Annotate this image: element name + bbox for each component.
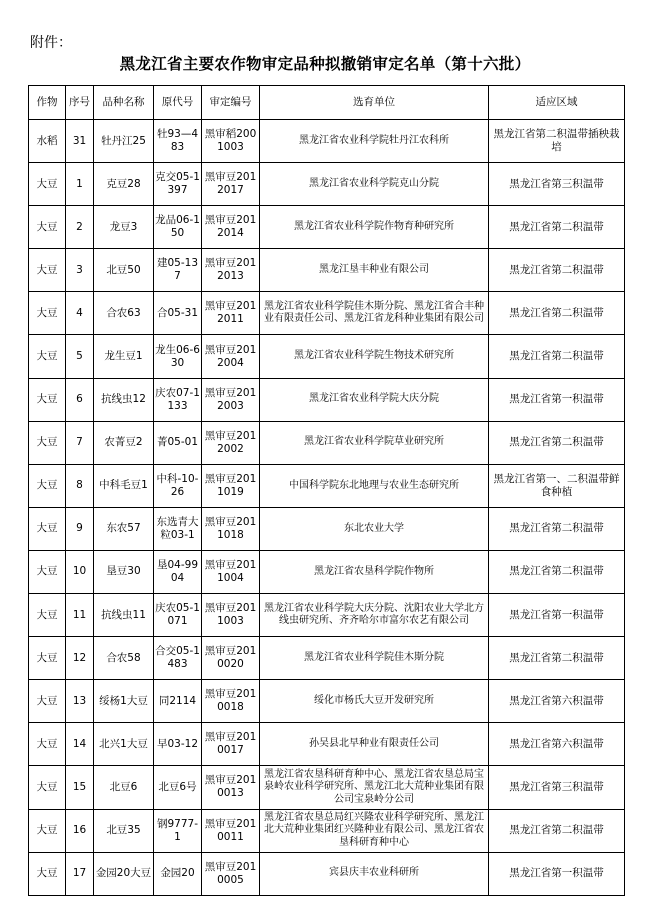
cell-crop: 大豆 xyxy=(29,249,66,292)
cell-approval: 黑审豆2011019 xyxy=(202,464,260,507)
cell-region: 黑龙江省第六积温带 xyxy=(489,680,625,723)
table-row xyxy=(29,335,625,378)
cell-crop: 大豆 xyxy=(29,766,66,809)
cell-variety: 绥杨1大豆 xyxy=(94,680,154,723)
cell-seq: 11 xyxy=(66,594,94,637)
cell-variety: 金园20大豆 xyxy=(94,852,154,895)
table-row xyxy=(29,206,625,249)
cell-approval: 黑审豆2011003 xyxy=(202,594,260,637)
cell-region: 黑龙江省第一积温带 xyxy=(489,594,625,637)
cell-seq: 9 xyxy=(66,507,94,550)
cell-variety: 抗线虫11 xyxy=(94,594,154,637)
cell-region: 黑龙江省第三积温带 xyxy=(489,163,625,206)
cell-crop: 大豆 xyxy=(29,335,66,378)
cell-seq: 12 xyxy=(66,637,94,680)
cell-seq: 8 xyxy=(66,464,94,507)
cell-breeder: 黑龙江省农业科学院佳木斯分院 xyxy=(260,637,489,680)
table-row xyxy=(29,550,625,593)
cell-breeder: 黑龙江省农业科学院作物育种研究所 xyxy=(260,206,489,249)
cell-crop: 大豆 xyxy=(29,550,66,593)
cell-approval: 黑审豆2012013 xyxy=(202,249,260,292)
cell-crop: 大豆 xyxy=(29,852,66,895)
cell-breeder: 宾县庆丰农业科研所 xyxy=(260,852,489,895)
cell-region: 黑龙江省第二积温带 xyxy=(489,550,625,593)
cell-approval: 黑审豆2011018 xyxy=(202,507,260,550)
cell-seq: 1 xyxy=(66,163,94,206)
cell-seq: 13 xyxy=(66,680,94,723)
cell-variety: 农菁豆2 xyxy=(94,421,154,464)
cell-code: 龙品06-150 xyxy=(154,206,202,249)
cell-breeder: 东北农业大学 xyxy=(260,507,489,550)
cell-code: 早03-12 xyxy=(154,723,202,766)
cell-region: 黑龙江省第一、二积温带鲜食种植 xyxy=(489,464,625,507)
cell-code: 垦04-9904 xyxy=(154,550,202,593)
table-row xyxy=(29,163,625,206)
table-header-row xyxy=(29,86,625,120)
cell-crop: 大豆 xyxy=(29,507,66,550)
table-row xyxy=(29,852,625,895)
cell-variety: 龙豆3 xyxy=(94,206,154,249)
cell-variety: 垦豆30 xyxy=(94,550,154,593)
cell-breeder: 黑龙江省农垦科研育种中心、黑龙江省农垦总局宝泉岭农业科学研究所、黑龙江北大荒种业集团有限公司宝泉岭分公司 xyxy=(260,766,489,809)
cell-seq: 7 xyxy=(66,421,94,464)
cell-approval: 黑审豆2012003 xyxy=(202,378,260,421)
cell-region: 黑龙江省第二积温带插秧栽培 xyxy=(489,120,625,163)
cell-crop: 大豆 xyxy=(29,292,66,335)
cell-region: 黑龙江省第二积温带 xyxy=(489,292,625,335)
cell-region: 黑龙江省第二积温带 xyxy=(489,249,625,292)
cell-approval: 黑审稻2001003 xyxy=(202,120,260,163)
cell-breeder: 黑龙江省农业科学院佳木斯分院、黑龙江省合丰种业有限责任公司、黑龙江省龙科种业集团有限公司 xyxy=(260,292,489,335)
cell-crop: 大豆 xyxy=(29,680,66,723)
cell-variety: 北豆35 xyxy=(94,809,154,852)
cell-approval: 黑审豆2012011 xyxy=(202,292,260,335)
revocation-table xyxy=(28,85,625,896)
table-row xyxy=(29,421,625,464)
cell-code: 北豆6号 xyxy=(154,766,202,809)
cell-variety: 中科毛豆1 xyxy=(94,464,154,507)
cell-region: 黑龙江省第一积温带 xyxy=(489,852,625,895)
cell-approval: 黑审豆2011004 xyxy=(202,550,260,593)
document-title: 黑龙江省主要农作物审定品种拟撤销审定名单（第十六批） xyxy=(119,55,531,73)
cell-approval: 黑审豆2012017 xyxy=(202,163,260,206)
cell-seq: 5 xyxy=(66,335,94,378)
cell-code: 牡93—483 xyxy=(154,120,202,163)
cell-region: 黑龙江省第六积温带 xyxy=(489,723,625,766)
cell-approval: 黑审豆2010018 xyxy=(202,680,260,723)
col-header-region: 适应区域 xyxy=(489,86,625,120)
cell-seq: 31 xyxy=(66,120,94,163)
cell-code: 庆农07-1133 xyxy=(154,378,202,421)
table-row xyxy=(29,809,625,852)
cell-breeder: 黑龙江省农业科学院生物技术研究所 xyxy=(260,335,489,378)
cell-approval: 黑审豆2010017 xyxy=(202,723,260,766)
col-header-code: 原代号 xyxy=(154,86,202,120)
table-row xyxy=(29,723,625,766)
cell-region: 黑龙江省第二积温带 xyxy=(489,206,625,249)
col-header-breeder: 选育单位 xyxy=(260,86,489,120)
cell-region: 黑龙江省第三积温带 xyxy=(489,766,625,809)
cell-seq: 14 xyxy=(66,723,94,766)
cell-variety: 合农58 xyxy=(94,637,154,680)
cell-crop: 大豆 xyxy=(29,809,66,852)
cell-variety: 牡丹江25 xyxy=(94,120,154,163)
cell-approval: 黑审豆2010011 xyxy=(202,809,260,852)
table-row xyxy=(29,680,625,723)
cell-region: 黑龙江省第二积温带 xyxy=(489,421,625,464)
cell-breeder: 黑龙江省农垦总局红兴隆农业科学研究所、黑龙江北大荒种业集团红兴隆种业有限公司、黑龙江省农垦科研育种中心 xyxy=(260,809,489,852)
cell-variety: 东农57 xyxy=(94,507,154,550)
attachment-label: 附件： xyxy=(30,35,72,51)
cell-breeder: 黑龙江垦丰种业有限公司 xyxy=(260,249,489,292)
col-header-approval: 审定编号 xyxy=(202,86,260,120)
table-row xyxy=(29,594,625,637)
cell-code: 同2114 xyxy=(154,680,202,723)
cell-breeder: 中国科学院东北地理与农业生态研究所 xyxy=(260,464,489,507)
cell-code: 菁05-01 xyxy=(154,421,202,464)
cell-seq: 3 xyxy=(66,249,94,292)
cell-variety: 北豆6 xyxy=(94,766,154,809)
cell-region: 黑龙江省第二积温带 xyxy=(489,637,625,680)
cell-seq: 6 xyxy=(66,378,94,421)
cell-crop: 大豆 xyxy=(29,206,66,249)
col-header-variety: 品种名称 xyxy=(94,86,154,120)
cell-approval: 黑审豆2010020 xyxy=(202,637,260,680)
table-row xyxy=(29,120,625,163)
cell-approval: 黑审豆2010005 xyxy=(202,852,260,895)
cell-variety: 龙生豆1 xyxy=(94,335,154,378)
cell-code: 合交05-1483 xyxy=(154,637,202,680)
cell-code: 庆农05-1071 xyxy=(154,594,202,637)
cell-approval: 黑审豆2012002 xyxy=(202,421,260,464)
cell-region: 黑龙江省第二积温带 xyxy=(489,507,625,550)
table-row xyxy=(29,249,625,292)
cell-approval: 黑审豆2012004 xyxy=(202,335,260,378)
cell-code: 钢9777-1 xyxy=(154,809,202,852)
cell-region: 黑龙江省第二积温带 xyxy=(489,335,625,378)
cell-variety: 抗线虫12 xyxy=(94,378,154,421)
cell-breeder: 孙吴县北早种业有限责任公司 xyxy=(260,723,489,766)
cell-crop: 大豆 xyxy=(29,594,66,637)
cell-breeder: 黑龙江省农业科学院大庆分院 xyxy=(260,378,489,421)
cell-code: 建05-137 xyxy=(154,249,202,292)
cell-approval: 黑审豆2012014 xyxy=(202,206,260,249)
table-row xyxy=(29,637,625,680)
cell-region: 黑龙江省第二积温带 xyxy=(489,809,625,852)
cell-crop: 大豆 xyxy=(29,464,66,507)
table-row xyxy=(29,464,625,507)
cell-crop: 水稻 xyxy=(29,120,66,163)
cell-approval: 黑审豆2010013 xyxy=(202,766,260,809)
cell-code: 龙生06-630 xyxy=(154,335,202,378)
cell-crop: 大豆 xyxy=(29,378,66,421)
cell-crop: 大豆 xyxy=(29,637,66,680)
cell-breeder: 黑龙江省农业科学院牡丹江农科所 xyxy=(260,120,489,163)
table-row xyxy=(29,766,625,809)
cell-seq: 17 xyxy=(66,852,94,895)
cell-seq: 10 xyxy=(66,550,94,593)
table-row xyxy=(29,378,625,421)
cell-code: 金园20 xyxy=(154,852,202,895)
col-header-seq: 序号 xyxy=(66,86,94,120)
cell-crop: 大豆 xyxy=(29,163,66,206)
cell-code: 中科-10-26 xyxy=(154,464,202,507)
cell-code: 克交05-1397 xyxy=(154,163,202,206)
cell-code: 东选青大粒03-1 xyxy=(154,507,202,550)
cell-seq: 16 xyxy=(66,809,94,852)
cell-crop: 大豆 xyxy=(29,723,66,766)
table-row xyxy=(29,292,625,335)
cell-crop: 大豆 xyxy=(29,421,66,464)
cell-breeder: 绥化市杨氏大豆开发研究所 xyxy=(260,680,489,723)
cell-breeder: 黑龙江省农业科学院克山分院 xyxy=(260,163,489,206)
table-row xyxy=(29,507,625,550)
cell-breeder: 黑龙江省农垦科学院作物所 xyxy=(260,550,489,593)
col-header-crop: 作物 xyxy=(29,86,66,120)
cell-seq: 2 xyxy=(66,206,94,249)
cell-seq: 15 xyxy=(66,766,94,809)
cell-breeder: 黑龙江省农业科学院草业研究所 xyxy=(260,421,489,464)
cell-variety: 克豆28 xyxy=(94,163,154,206)
cell-seq: 4 xyxy=(66,292,94,335)
cell-code: 合05-31 xyxy=(154,292,202,335)
cell-variety: 北兴1大豆 xyxy=(94,723,154,766)
cell-variety: 合农63 xyxy=(94,292,154,335)
cell-variety: 北豆50 xyxy=(94,249,154,292)
cell-breeder: 黑龙江省农业科学院大庆分院、沈阳农业大学北方线虫研究所、齐齐哈尔市富尔农艺有限公司 xyxy=(260,594,489,637)
cell-region: 黑龙江省第一积温带 xyxy=(489,378,625,421)
